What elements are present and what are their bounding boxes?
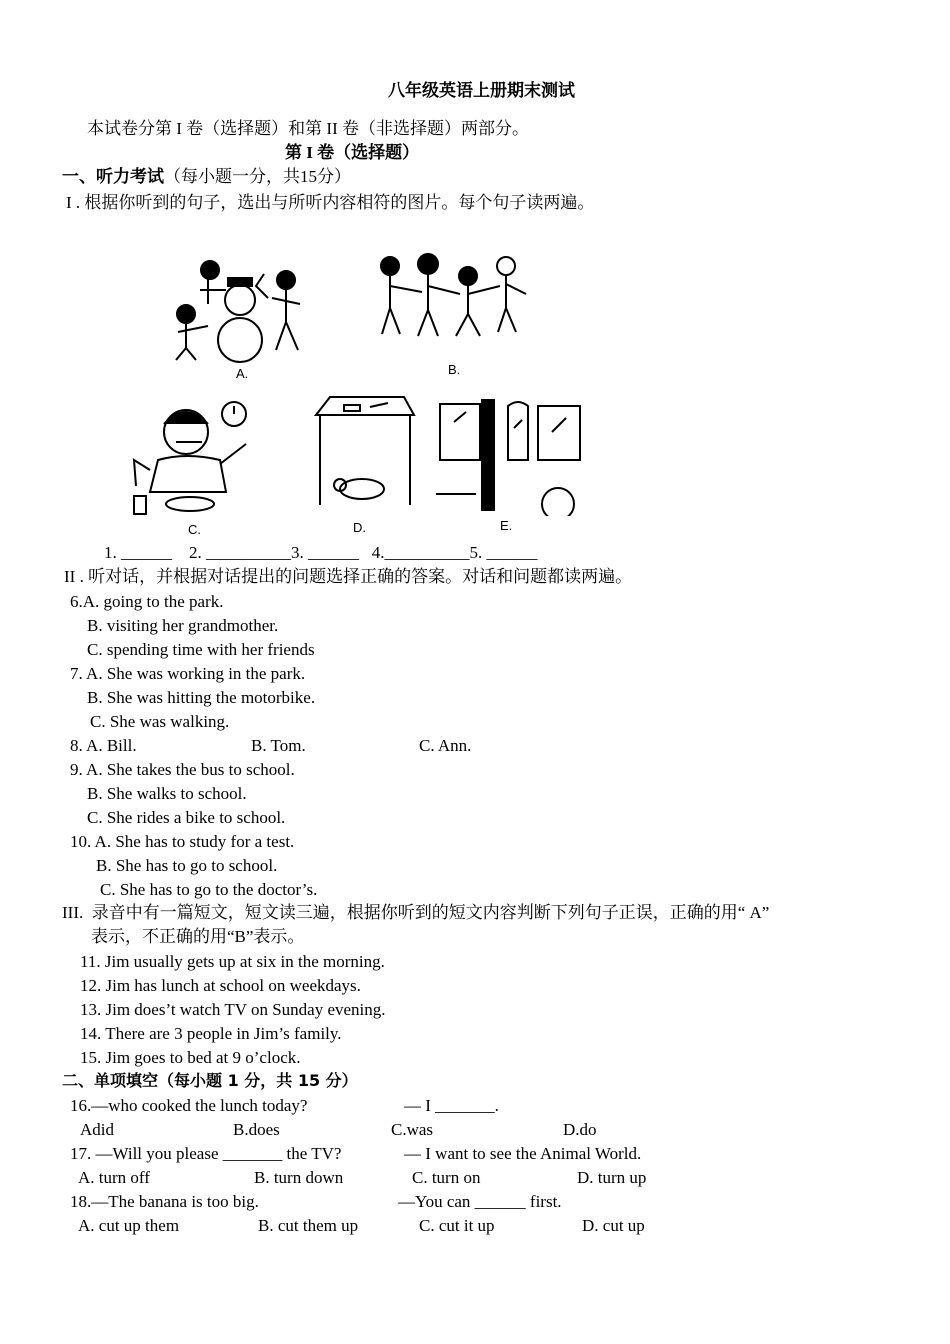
q17-answer: — I want to see the Animal World. [404, 1144, 642, 1163]
picture-c-boy-brushing [130, 400, 255, 520]
volume-1-heading: 第 I 卷（选择题） [285, 143, 420, 162]
part-3-instruction-line1: III. 录音中有一篇短文，短文读三遍，根据你听到的短文内容判断下列句子正误，正确的用“ A” [62, 903, 770, 922]
picture-c-label: C. [188, 522, 201, 537]
q8-option-a: 8. A. Bill. [70, 736, 137, 755]
q6-option-a: 6.A. going to the park. [70, 592, 224, 611]
q17-option-c: C. turn on [412, 1168, 481, 1187]
section-2-heading: 二、单项填空（每小题 1 分，共 15 分） [62, 1071, 358, 1090]
q9-option-c: C. She rides a bike to school. [87, 808, 286, 827]
q6-option-b: B. visiting her grandmother. [87, 616, 279, 635]
q16-option-b: B.does [233, 1120, 280, 1139]
q8-option-c: C. Ann. [419, 736, 472, 755]
q7-option-a: 7. A. She was working in the park. [70, 664, 306, 683]
part-2-instruction [64, 566, 632, 588]
tf-item-12: 12. Jim has lunch at school on weekdays. [80, 976, 361, 995]
part-2-text: II . 听对话，并根据对话提出的问题选择正确的答案。 [64, 567, 463, 586]
q17-option-b: B. turn down [254, 1168, 344, 1187]
picture-a-label: A. [236, 366, 249, 381]
q9-option-b: B. She walks to school. [87, 784, 247, 803]
page-title: 八年级英语上册期末测试 [388, 81, 575, 101]
tf-item-15: 15. Jim goes to bed at 9 o’clock. [80, 1048, 301, 1067]
section-1-heading [62, 166, 351, 188]
q10-option-b: B. She has to go to school. [96, 856, 278, 875]
q8-option-b: B. Tom. [251, 736, 306, 755]
q10-option-a: 10. A. She has to study for a test. [70, 832, 295, 851]
section-1-note: （每小题一分，共15分） [164, 167, 351, 186]
q18-option-d: D. cut up [582, 1216, 645, 1235]
q16-question: 16.—who cooked the lunch today? [70, 1096, 308, 1115]
tf-item-11: 11. Jim usually gets up at six in the morning. [80, 952, 385, 971]
intro-text: 本试卷分第 I 卷（选择题）和第 II 卷（非选择题）两部分。 [87, 119, 529, 138]
tf-item-13: 13. Jim does’t watch TV on Sunday evening. [80, 1000, 386, 1019]
q9-option-a: 9. A. She takes the bus to school. [70, 760, 295, 779]
picture-e-bus [436, 398, 588, 516]
q16-answer: — I _______. [404, 1096, 499, 1115]
q18-question: 18.—The banana is too big. [70, 1192, 259, 1211]
picture-d-table-cat [310, 393, 420, 513]
part-2-bold-note: 对话和问题都读两遍。 [462, 567, 633, 587]
q16-option-a: Adid [80, 1120, 114, 1139]
q16-option-c: C.was [391, 1120, 434, 1139]
q18-option-a: A. cut up them [78, 1216, 180, 1235]
q7-option-b: B. She was hitting the motorbike. [87, 688, 316, 707]
q17-option-a: A. turn off [78, 1168, 150, 1187]
q10-option-c: C. She has to go to the doctor’s. [100, 880, 318, 899]
picture-d-label: D. [353, 520, 366, 535]
q18-answer: —You can ______ first. [398, 1192, 562, 1211]
q18-option-b: B. cut them up [258, 1216, 359, 1235]
answer-blanks-1-5: 1. ______ 2. __________3. ______ 4.__________5. ______ [104, 543, 538, 562]
picture-b-label: B. [448, 362, 461, 377]
q17-question: 17. —Will you please _______ the TV? [70, 1144, 342, 1163]
picture-a-snowman [168, 256, 323, 366]
part-1-instruction: I . 根据你听到的句子，选出与所听内容相符的图片。每个句子读两遍。 [66, 193, 595, 212]
q16-option-d: D.do [563, 1120, 597, 1139]
q17-option-d: D. turn up [577, 1168, 647, 1187]
part-3-instruction-line2: 表示，不正确的用“B”表示。 [91, 927, 305, 946]
q7-option-c: C. She was walking. [90, 712, 230, 731]
section-1-title: 一、听力考试 [62, 167, 164, 187]
picture-b-dancing [376, 252, 531, 362]
picture-e-label: E. [500, 518, 513, 533]
q18-option-c: C. cut it up [419, 1216, 495, 1235]
q6-option-c: C. spending time with her friends [87, 640, 315, 659]
tf-item-14: 14. There are 3 people in Jim’s family. [80, 1024, 342, 1043]
